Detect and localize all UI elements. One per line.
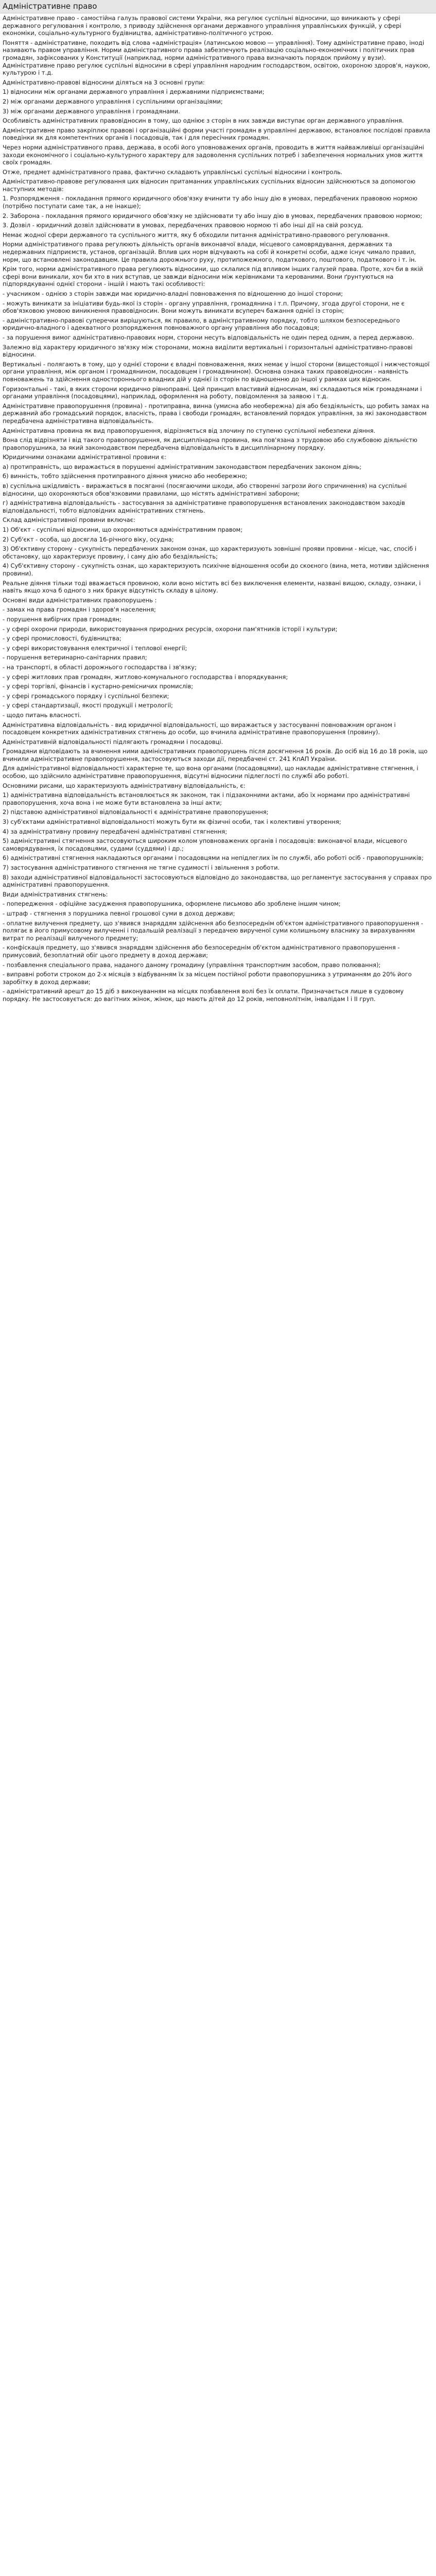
paragraph: Види адміністративних стягнень:: [3, 890, 108, 898]
paragraph: - за порушення вимог адміністративно-правових норм, сторони несуть відповідальність не один перед одним, а перед державою.: [3, 333, 414, 341]
paragraph: - штраф - стягнення з порушника певної грошової суми в доход держави;: [3, 909, 235, 917]
paragraph: Основні види адміністративних правопорушень :: [3, 596, 157, 604]
paragraph: Особливість адміністративних правовідносин в тому, що одніює з сторін в них завжди виступає орган державного управління.: [3, 117, 404, 125]
paragraph: - оплатне вилучення предмету, що з'явився знаряддям здійснення або безпосереднім об'єктом адміністративного правопорушення - полягає в його примусовому вилученні і подальшій реалізації з передачею вирученої суми колишньому власнику за вирахуванням витрат по реалізації вилученого предмету;: [3, 919, 423, 942]
paragraph: Немає жодної сфери державного та суспільного життя, яку б обходили питання адміністративно-правового регулювання.: [3, 231, 390, 239]
paragraph: - у сфері торгівлі, фінансів і кустарно-ремісничих промислів;: [3, 683, 194, 690]
paragraph: Адміністративна провина як вид правопорушення, відрізняється від злочину по ступеню суспільної небезпеки діяння.: [3, 427, 376, 434]
paragraph: Залежно від характеру юридичного зв'язку між сторонами, можна виділити вертикальні і горизонтальні адміністративно-правові відносини.: [3, 343, 413, 359]
paragraph: Отже, предмет адміністративного права, фактично складають управлінські суспільні відносини і контроль.: [3, 168, 343, 176]
paragraph: Адміністративна відповідальність - вид юридичної відповідальності, що виражається у застосуванні повноважним органом і посадовцем конкретних адміністративних стягнень до особи, що вчинила адміністративне правопорушення (провину).: [3, 721, 396, 736]
paragraph: - щодо питань власності.: [3, 711, 81, 719]
paragraph: Адміністративно-правове регулювання цих відносин притаманних управлінських суспільних відносин здійснюються за допомогою наступних методів:: [3, 178, 416, 193]
paragraph: 1) адміністративна відповідальність встановлюється як законом, так і підзаконними актами, або їх нормами про адміністративні правопорушення, хоча вона і не може бути встановлена за інші акти;: [3, 791, 410, 806]
paragraph: г) адміністративна відповідальність - застосування за адміністративне правопорушення встановлених законодавством заходів відповідальності, тобто відповідних адміністративних стягнень.: [3, 499, 405, 514]
paragraph: Вертикальні - полягають в тому, що у однієї сторони є владні повноваження, яких немає у іншої сторони (вищестоящої і нижчестоящої органи управління, між органом і громадянином, посадовцем і громадянином). Основна ознака таких правовідносин - наявність повноважень та здійснення одностороннього владних дій у однієї із сторін по відношенню до іншої у рамках цих відносин.: [3, 360, 430, 383]
paragraph: - у сфері охорони природи, використовування природних ресурсів, охорони пам'ятників історії і культури;: [3, 625, 338, 633]
paragraph: Адміністративне правопорушення (провина) - протиправна, винна (умисна або необережна) дія або бездіяльність, що робить замах на державний або громадський порядок, власність, права і свободи громадян, встановлений порядок управління, за які законодавством передбачена адміністративна відповідальність.: [3, 402, 429, 425]
paragraph: - адміністративний арешт до 15 діб з виконуванням на місцях позбавлення волі без їх оплати. Призначається лише в судовому порядку. Не застосовується: до вагітних жінок, жінок, що мають дітей до 12 років, неповнолітнім, інвалідам I і II груп.: [3, 988, 404, 1003]
paragraph: 3) суб'єктами адміністративної відповідальності можуть бути як фізичні особи, так і колективні утворення;: [3, 818, 341, 826]
paragraph: в) суспільна шкідливість - виражається в посяганні (посягаючими шкоди, або створенні загрози його спричинення) на суспільні відносини, що охороняються обов'язковими правилами, що містять адміністративні заборони;: [3, 482, 407, 497]
paragraph: Поняття - адміністративне, походить від слова «адміністрація» (латинською мовою — управління). Тому адміністративне право, іноді називають правом управління. Норми адміністративного права забезпечують реалізацію соціально-економічних і політичних прав громадян, зафіксованих у Конституції (наприклад, норми адміністративного права визначають порядок прийому у вузи). Адміністративне право регулює суспільні відносини в сфері управління народним господарством, освітою, охороною здоров'я, наукою, культурою і т.д.: [3, 39, 430, 77]
paragraph: Адміністративне право - самостійна галузь правової системи України, яка регулює суспільні відносини, що виникають у сфері державного регулювання і контролю, з приводу здійснення органами державного управління управлінських функцій, у сфері економіки, соціально-культурного будівництва, адміністративно-політичного устрою.: [3, 14, 402, 37]
paragraph: 1. Розпорядження - покладання прямого юридичного обов'язку вчинити ту або іншу дію в умовах, передбачених правовою нормою (потрібно поступати саме так, а не інакше);: [3, 195, 417, 210]
paragraph: - у сфері житлових прав громадян, житлово-комунального господарства і впорядкування;: [3, 673, 288, 681]
paragraph: Норми адміністративного права регулюють діяльність органів виконавчої влади, місцевого самоврядування, державних та недержавних підприємств, установ, організацій. Вплив цих норм відчувають на собі й конкретні особи, адже існує чимало правил, норм, що встановлені законодавцем. Це правила дорожнього руху, протипожежного, податкового, поштового, податкового і т. ін.: [3, 241, 417, 263]
paragraph: - у сфері промисловості, будівництва;: [3, 635, 121, 642]
paragraph: Через норми адміністративного права, держава, в особі його уповноважених органів, проводить в життя найважливіші організаційні заходи економічного і соціально-культурного характеру для задоволення суспільних потреб і забезпечення нормальних умов життя своїх громадян.: [3, 143, 424, 166]
paragraph: 1) Об'єкт - суспільні відносини, що охороняються адміністративним правом;: [3, 526, 243, 534]
paragraph: Основними рисами, що характеризують адміністративну відповідальність, є:: [3, 782, 246, 789]
paragraph: - у сфері стандартизації, якості продукції і метрології;: [3, 702, 173, 709]
paragraph: - можуть виникати за ініціативи будь-якої із сторін - органу управління, громадянина і т.п. Причому, згода другої сторони, не є обов'язковою умовою виникнення правовідносин. Вони можуть виникати всупереч бажання однієї із сторін;: [3, 299, 405, 315]
paragraph: 8) заходи адміністративної відповідальності застосовуються відповідно до законодавства, що регламентує застосування у справах про адміністративні правопорушення.: [3, 873, 432, 889]
paragraph: 3. Дозвіл - юридичний дозвіл здійснювати в умовах, передбачених правовою нормою ті або інші дії на свій розсуд.: [3, 222, 363, 229]
paragraph: а) протиправність, що виражається в порушенні адміністративним законодавством передбачених законом діянь;: [3, 463, 361, 470]
paragraph: б) винність, тобто здійснення протиправного діяння умисно або необережно;: [3, 472, 248, 480]
paragraph: 4) Суб'єктивну сторону - сукупність ознак, що характеризують психічне відношення особи до скоєного (вина, мета, мотиви здійснення провини).: [3, 562, 429, 577]
paragraph: Реальне діяння тільки тоді вважається провиною, коли воно містить всі без виключення елементи, названі вищою, складу, ознаки, і навіть якщо хоча б одного з них бракує відсутність складу в цілому.: [3, 579, 421, 595]
paragraph: - порушення ветеринарно-санітарних правил;: [3, 654, 147, 662]
document-body: [0, 13, 436, 1003]
paragraph: Громадяни відповідають за вчинення ними адміністративних правопорушень після досягнення 16 років. До осіб від 16 до 18 років, що вчинили адміністративне правопорушення, застосовуються заходи дії, передбачені ст. 241 КпАП України.: [3, 748, 428, 762]
paragraph: - замах на права громадян і здоров'я населення;: [3, 606, 156, 614]
paragraph: Адміністративно-правові відносини діляться на 3 основні групи:: [3, 78, 205, 86]
paragraph: - попередження - офіційне засудження правопорушника, оформлене письмово або зроблене іншим чином;: [3, 900, 341, 908]
paragraph: 3) Об'єктивну сторону - сукупність передбачених законом ознак, що характеризують зовнішні прояви провини - місце, час, спосіб і обстановку, що характеризує провину, і саму дію або бездіяльність;: [3, 545, 417, 560]
paragraph: 2) Суб'єкт - особа, що досягла 16-річного віку, осудна;: [3, 535, 174, 543]
paragraph: Горизонтальні - такі, в яких сторони юридично рівноправні. Цей принцип властивий відносинам, які складаються між громадянами і органами управління (посадовцями), наприклад, оформлення на роботу, повідомлення за заявою і т.д.: [3, 385, 422, 400]
paragraph: 5) адміністративні стягнення застосовуються широким колом уповноважених органів і посадовців: виконавчої влади, місцевого самоврядування, їх посадовцями, судами (суддями) і др.;: [3, 837, 407, 852]
paragraph: Адміністративній відповідальності підлягають громадяни і посадовці.: [3, 738, 223, 745]
paragraph: - у сфері громадського порядку і суспільної безпеки;: [3, 692, 169, 700]
paragraph: 2. Заборона - покладання прямого юридичного обов'язку не здійснювати ту або іншу дію в умовах, передбачених правовою нормою;: [3, 212, 423, 219]
document-page: [0, 0, 436, 1008]
paragraph: - на транспорті, в області дорожнього господарства і зв'язку;: [3, 663, 197, 671]
paragraph: 6) адміністративні стягнення накладаються органами і посадовцями на непідлеглих їм по службі, або роботі осіб - правопорушників;: [3, 854, 424, 862]
paragraph: Юридичними ознаками адміністративної провини є:: [3, 453, 166, 461]
paragraph: - позбавлення спеціального права, наданого даному громадину (управління транспортним засобом, право полювання);: [3, 961, 381, 969]
paragraph: 3) між органами державного управління і громадянами.: [3, 107, 180, 115]
paragraph: - виправні роботи строком до 2-х місяців з відбуванням їх за місцем постійної роботи правопорушника з утриманням до 20% його заробітку в доход держави;: [3, 971, 412, 986]
paragraph: 1) відносини між органами державного управління і державними підприємствами;: [3, 88, 265, 96]
paragraph: - конфіскація предмету, що з'явився знаряддям здійснення або безпосереднім об'єктом адміністративного правопорушення - примусовий, безоплатний обіг цього предмету в доход держави;: [3, 944, 400, 959]
paragraph: 7) застосування адміністративного стягнення не тягне судимості і звільнення з роботи.: [3, 864, 280, 871]
paragraph: - адміністративно-правові суперечки вирішуються, як правило, в адміністративному порядку, тобто шляхом безпосереднього юридично-владного і адекватного розпорядження повноважного органу управління або посадовця;: [3, 316, 400, 332]
paragraph: 2) між органами державного управління і суспільними організаціями;: [3, 97, 223, 105]
paragraph: - у сфері використовування електричної і теплової енергії;: [3, 644, 187, 652]
document-title: Адміністративне право: [3, 2, 97, 11]
paragraph: Адміністративне право закріплює правові і організаційні форми участі громадян в управлінні державою, встановлює послідові правила поведінки як для компетентних органів і посадовців, так і для пересічних громадян.: [3, 126, 430, 142]
paragraph: Крім того, норми адміністративного права регулюють відносини, що склалися під впливом інших галузей права. Проте, хоч би в якій сфері вони виникали, хоч би хто в них вступав, це завжди відносини між керівниками та керованими. Вони ґрунтуються на підпорядкуванні однієї сторони - іншій і мають такі особливості:: [3, 265, 423, 288]
title-bar: [0, 0, 436, 13]
paragraph: 4) за адміністративну провину передбачені адміністративні стягнення;: [3, 827, 228, 835]
paragraph: Вона слід відрізняти і від такого правопорушення, як дисциплінарна провина, яка пов'язана з трудовою або службовою діяльністю правопорушника, за який законодавством передбачена відповідальність в дисциплінарному порядку.: [3, 436, 417, 451]
paragraph: Для адміністративної відповідальності характерне те, що вона органами (посадовцями), що накладає адміністративне стягнення, і особою, що здійснило адміністративне правопорушення, відсутні відносини підлеглості по службі або роботі.: [3, 765, 418, 780]
paragraph: 2) підставою адміністративної відповідальності є адміністративне правопорушення;: [3, 808, 269, 816]
paragraph: Склад адміністративної провини включає:: [3, 516, 135, 524]
paragraph: - учасником - однією з сторін завжди має юридично-владні повноваження по відношенню до іншої сторони;: [3, 290, 343, 297]
paragraph: - порушення вибірчих прав громадян;: [3, 615, 121, 623]
